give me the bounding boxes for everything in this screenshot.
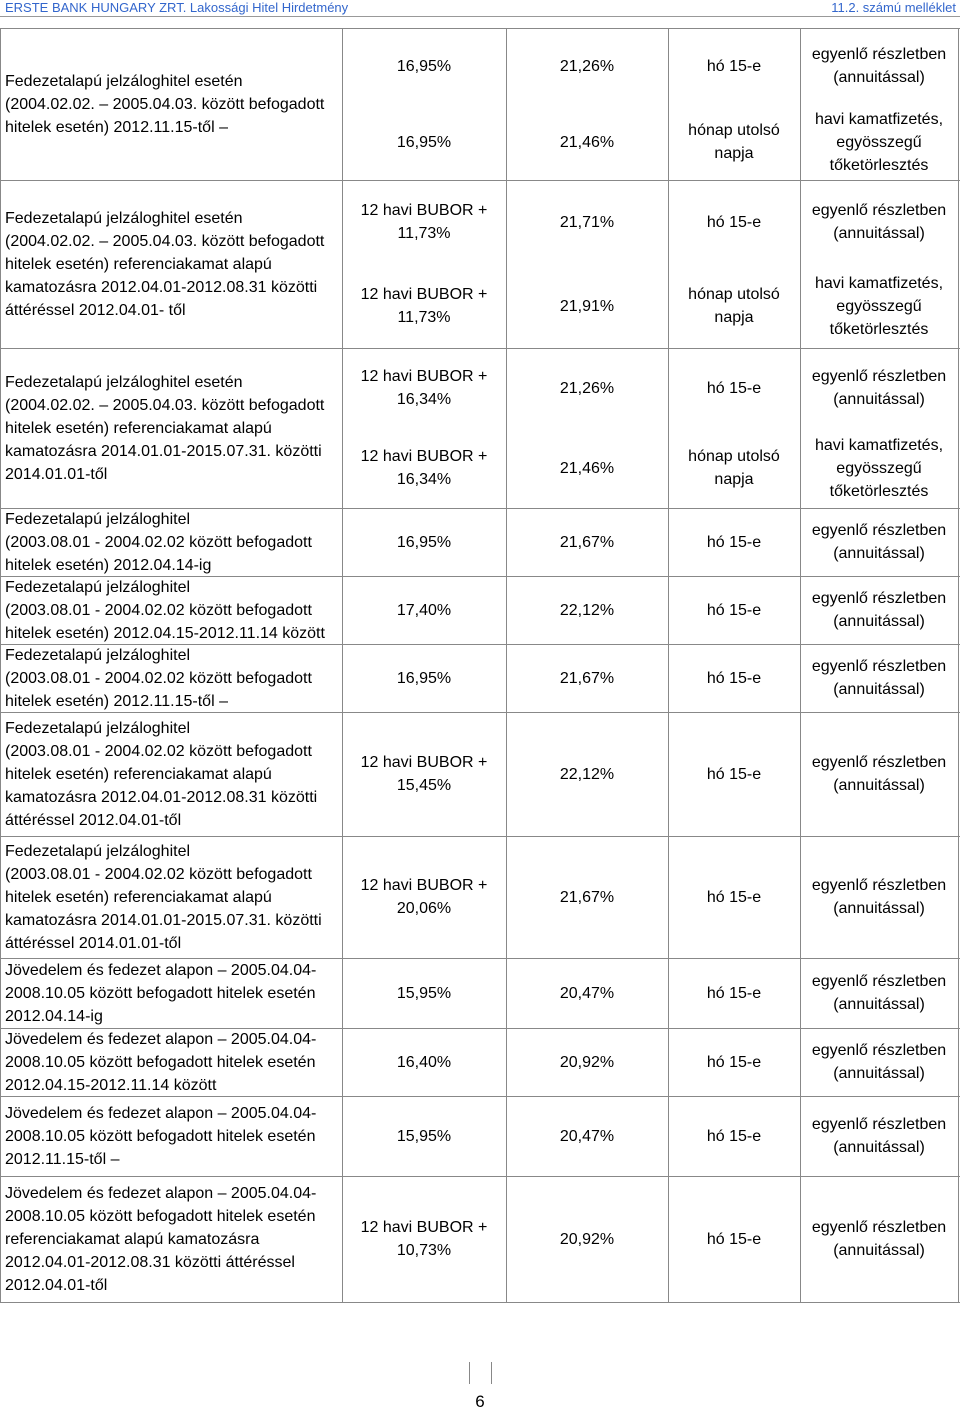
row-border <box>0 348 960 349</box>
repayment-method: egyenlő részletben <box>811 754 947 771</box>
repayment-method: havi kamatfizetés, <box>814 274 944 292</box>
thm-value: 21,26% <box>559 379 615 397</box>
loan-description-line: 2012.04.14-ig <box>5 1007 103 1025</box>
header-bank-title: ERSTE BANK HUNGARY ZRT. Lakossági Hitel Hirdetmény <box>5 0 349 15</box>
thm-value: 22,12% <box>559 765 615 783</box>
column-border <box>0 28 1 1302</box>
interest-rate: 16,95% <box>396 669 452 687</box>
loan-description-line: Fedezetalapú jelzáloghitel esetén <box>5 209 243 227</box>
repayment-method: (annuitással) <box>833 777 925 794</box>
thm-value: 21,91% <box>559 297 615 315</box>
loan-description-line: kamatozásra 2012.04.01-2012.08.31 közötti <box>5 278 318 296</box>
thm-value: 22,12% <box>559 601 615 619</box>
due-date: hónap utolsó <box>688 286 780 303</box>
loan-description-line: (2003.08.01 - 2004.02.02 között befogadott <box>5 601 312 619</box>
repayment-method: tőketörlesztés <box>829 320 929 338</box>
loan-description-line: Fedezetalapú jelzáloghitel <box>5 510 191 528</box>
due-date: hó 15-e <box>706 57 762 75</box>
repayment-method: havi kamatfizetés, <box>814 436 944 454</box>
repayment-method: egyenlő részletben <box>811 1219 947 1236</box>
repayment-method: (annuitással) <box>833 69 925 86</box>
repayment-method: egyösszegű <box>836 459 922 477</box>
due-date: hó 15-e <box>706 213 762 231</box>
interest-rate: 12 havi BUBOR + <box>360 1219 488 1236</box>
repayment-method: tőketörlesztés <box>829 156 929 174</box>
loan-description-line: hitelek esetén) referenciakamat alapú <box>5 888 272 906</box>
repayment-method: (annuitással) <box>833 225 925 242</box>
loan-description-line: (2003.08.01 - 2004.02.02 között befogadott <box>5 742 312 760</box>
interest-rate: 15,95% <box>396 1127 452 1145</box>
row-border <box>0 1176 960 1177</box>
loan-description-line: kamatozásra 2014.01.01-2015.07.31. közötti <box>5 911 322 929</box>
interest-rate: 12 havi BUBOR + <box>360 448 488 465</box>
loan-description-line: 2012.04.01-2012.08.31 közötti áttéréssel <box>5 1253 295 1271</box>
due-date: hó 15-e <box>706 601 762 619</box>
interest-rate: 16,95% <box>396 533 452 551</box>
loan-description-line: (2003.08.01 - 2004.02.02 között befogadott <box>5 533 312 551</box>
loan-description-line: kamatozásra 2014.01.01-2015.07.31. közötti <box>5 442 322 460</box>
interest-rate: 16,34% <box>396 391 452 408</box>
loan-description-line: áttéréssel 2012.04.01-től <box>5 811 182 829</box>
header-appendix-label: 11.2. számú melléklet <box>831 0 956 15</box>
loan-description-line: 2008.10.05 között befogadott hitelek esetén <box>5 1053 316 1071</box>
interest-rate: 12 havi BUBOR + <box>360 202 488 219</box>
due-date: hó 15-e <box>706 1230 762 1248</box>
thm-value: 21,46% <box>559 133 615 151</box>
thm-value: 21,67% <box>559 669 615 687</box>
due-date: napja <box>714 471 754 488</box>
loan-description-line: Fedezetalapú jelzáloghitel <box>5 719 191 737</box>
repayment-method: (annuitással) <box>833 1242 925 1259</box>
page-header <box>0 0 960 17</box>
loan-description-line: Fedezetalapú jelzáloghitel <box>5 578 191 596</box>
loan-description-line: 2012.04.15-2012.11.14 között <box>5 1076 217 1094</box>
loan-description-line: hitelek esetén) 2012.04.14-ig <box>5 556 212 574</box>
repayment-method: egyösszegű <box>836 133 922 151</box>
interest-rate: 12 havi BUBOR + <box>360 754 488 771</box>
due-date: hó 15-e <box>706 1127 762 1145</box>
loan-description-line: Jövedelem és fedezet alapon – 2005.04.04- <box>5 1184 317 1202</box>
column-border <box>958 28 959 1302</box>
interest-rate: 11,73% <box>397 225 451 242</box>
repayment-method: (annuitással) <box>833 996 925 1013</box>
repayment-method: egyösszegű <box>836 297 922 315</box>
loan-description-line: Fedezetalapú jelzáloghitel esetén <box>5 373 243 391</box>
interest-rate: 17,40% <box>396 601 452 619</box>
row-border <box>0 836 960 837</box>
interest-rate: 16,34% <box>396 471 452 488</box>
loan-description-line: Fedezetalapú jelzáloghitel esetén <box>5 72 243 90</box>
loan-description-line: Jövedelem és fedezet alapon – 2005.04.04- <box>5 1030 317 1048</box>
interest-rate: 10,73% <box>396 1242 452 1259</box>
due-date: hó 15-e <box>706 533 762 551</box>
loan-description-line: (2003.08.01 - 2004.02.02 között befogadott <box>5 669 312 687</box>
repayment-method: (annuitással) <box>833 391 925 408</box>
loan-description-line: Fedezetalapú jelzáloghitel <box>5 842 191 860</box>
interest-rate: 20,06% <box>396 900 452 917</box>
due-date: hó 15-e <box>706 379 762 397</box>
thm-value: 21,67% <box>559 533 615 551</box>
repayment-method: egyenlő részletben <box>811 658 947 675</box>
loan-description-line: 2008.10.05 között befogadott hitelek esetén <box>5 984 316 1002</box>
due-date: hó 15-e <box>706 1053 762 1071</box>
due-date: hó 15-e <box>706 888 762 906</box>
loan-description-line: hitelek esetén) 2012.11.15-től – <box>5 118 228 136</box>
due-date: hónap utolsó <box>688 122 780 139</box>
repayment-method: egyenlő részletben <box>811 1116 947 1133</box>
loan-description-line: kamatozásra 2012.04.01-2012.08.31 közötti <box>5 788 318 806</box>
loan-description-line: Fedezetalapú jelzáloghitel <box>5 646 191 664</box>
repayment-method: egyenlő részletben <box>811 590 947 607</box>
repayment-method: (annuitással) <box>833 900 925 917</box>
loan-description-line: (2003.08.01 - 2004.02.02 között befogadott <box>5 865 312 883</box>
repayment-method: egyenlő részletben <box>811 202 947 219</box>
loan-description-line: hitelek esetén) referenciakamat alapú <box>5 765 272 783</box>
due-date: hónap utolsó <box>688 448 780 465</box>
repayment-method: egyenlő részletben <box>811 46 947 63</box>
repayment-method: (annuitással) <box>833 613 925 630</box>
page-number-box-right <box>491 1362 492 1384</box>
repayment-method: (annuitással) <box>833 1065 925 1082</box>
page-number-box-left <box>469 1362 470 1384</box>
repayment-method: egyenlő részletben <box>811 522 947 539</box>
repayment-method: (annuitással) <box>833 681 925 698</box>
loan-description-line: 2008.10.05 között befogadott hitelek esetén <box>5 1207 316 1225</box>
repayment-method: tőketörlesztés <box>829 482 929 500</box>
interest-rate: 15,95% <box>396 984 452 1002</box>
loan-description-line: (2004.02.02. – 2005.04.03. között befogadott <box>5 95 325 113</box>
loan-description-line: hitelek esetén) 2012.04.15-2012.11.14 között <box>5 624 325 642</box>
page-number: 6 <box>475 1392 485 1411</box>
loan-description-line: hitelek esetén) 2012.11.15-től – <box>5 692 228 710</box>
repayment-method: egyenlő részletben <box>811 973 947 990</box>
loan-description-line: 2012.11.15-től – <box>5 1150 120 1168</box>
interest-rate: 16,95% <box>396 133 452 151</box>
loan-description-line: hitelek esetén) referenciakamat alapú <box>5 255 272 273</box>
interest-rate: 16,40% <box>396 1053 452 1071</box>
thm-value: 21,71% <box>559 213 615 231</box>
repayment-method: (annuitással) <box>833 1139 925 1156</box>
loan-description-line: áttéréssel 2012.04.01- től <box>5 301 186 319</box>
due-date: hó 15-e <box>706 669 762 687</box>
thm-value: 20,92% <box>559 1053 615 1071</box>
loan-description-line: hitelek esetén) referenciakamat alapú <box>5 419 272 437</box>
loan-description-line: (2004.02.02. – 2005.04.03. között befogadott <box>5 232 325 250</box>
loan-description-line: áttéréssel 2014.01.01-től <box>5 934 182 952</box>
loan-description-line: 2008.10.05 között befogadott hitelek esetén <box>5 1127 316 1145</box>
loan-description-line: Jövedelem és fedezet alapon – 2005.04.04- <box>5 1104 317 1122</box>
loan-description-line: 2014.01.01-től <box>5 465 108 483</box>
thm-value: 21,26% <box>559 57 615 75</box>
thm-value: 21,67% <box>559 888 615 906</box>
loan-description-line: (2004.02.02. – 2005.04.03. között befogadott <box>5 396 325 414</box>
loan-description-line: 2012.04.01-től <box>5 1276 108 1294</box>
thm-value: 20,92% <box>559 1230 615 1248</box>
repayment-method: egyenlő részletben <box>811 877 947 894</box>
row-border <box>0 180 960 181</box>
row-border <box>0 1302 960 1303</box>
interest-rate: 11,73% <box>397 309 451 326</box>
interest-rate: 15,45% <box>396 777 452 794</box>
loan-description-line: Jövedelem és fedezet alapon – 2005.04.04- <box>5 961 317 979</box>
row-border <box>0 28 960 29</box>
repayment-method: egyenlő részletben <box>811 1042 947 1059</box>
interest-rate: 16,95% <box>396 57 452 75</box>
interest-rate: 12 havi BUBOR + <box>360 368 488 385</box>
repayment-method: (annuitással) <box>833 545 925 562</box>
due-date: napja <box>714 145 754 162</box>
interest-rate: 12 havi BUBOR + <box>360 286 488 303</box>
thm-value: 21,46% <box>559 459 615 477</box>
due-date: hó 15-e <box>706 984 762 1002</box>
loan-description-line: referenciakamat alapú kamatozásra <box>5 1230 260 1248</box>
interest-rate: 12 havi BUBOR + <box>360 877 488 894</box>
repayment-method: egyenlő részletben <box>811 368 947 385</box>
due-date: hó 15-e <box>706 765 762 783</box>
thm-value: 20,47% <box>559 984 615 1002</box>
due-date: napja <box>714 309 754 326</box>
thm-value: 20,47% <box>559 1127 615 1145</box>
repayment-method: havi kamatfizetés, <box>814 110 944 128</box>
